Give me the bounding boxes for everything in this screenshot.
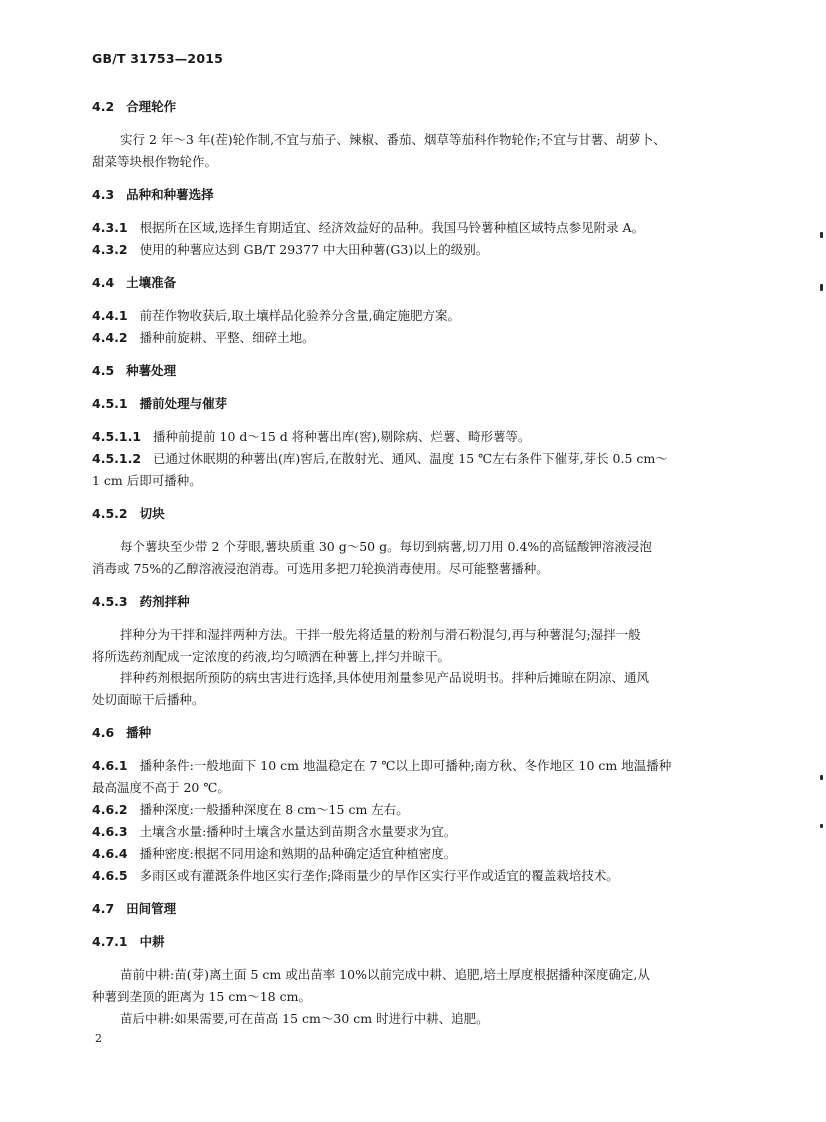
clause-text: 土壤含水量:播种时土壤含水量达到苗期含水量要求为宜。: [139, 824, 457, 839]
section-number: 4.7.1: [92, 934, 128, 949]
clause-4-4-1: [92, 308, 752, 324]
heading-4-5-3: [92, 594, 752, 610]
scan-artifact: [820, 232, 823, 238]
clause-4-6-4: [92, 846, 752, 862]
paragraph-line: 消毒或 75%的乙醇溶液浸泡消毒。可选用多把刀轮换消毒使用。尽可能整薯播种。: [92, 561, 549, 576]
paragraph-line: 苗前中耕:苗(芽)离土面 5 cm 或出苗率 10%以前完成中耕、追肥,培土厚度根据播种深度确定,从: [120, 967, 650, 982]
paragraph-line: 每个薯块至少带 2 个芽眼,薯块质重 30 g～50 g。每切到病薯,切刀用 0.4%的高锰酸钾溶液浸泡: [120, 539, 652, 554]
clause-4-4-2: [92, 330, 752, 346]
section-number: 4.6: [92, 725, 115, 740]
section-number: 4.5.2: [92, 506, 128, 521]
clause-number: 4.5.1.2: [92, 451, 142, 466]
clause-number: 4.3.1: [92, 220, 128, 235]
clause-number: 4.3.2: [92, 242, 128, 257]
section-number: 4.4: [92, 275, 115, 290]
paragraph-line: 将所选药剂配成一定浓度的药液,均匀喷洒在种薯上,拌匀并晾干。: [92, 649, 450, 664]
paragraph-line: 拌种药剂根据所预防的病虫害进行选择,具体使用剂量参见产品说明书。拌种后摊晾在阴凉、通风: [120, 670, 649, 685]
heading-4-4: [92, 275, 752, 291]
paragraph-line: 1 cm 后即可播种。: [92, 473, 202, 488]
clause-number: 4.5.1.1: [92, 429, 142, 444]
paragraph-line: 甜菜等块根作物轮作。: [92, 154, 218, 169]
heading-4-6: [92, 725, 752, 741]
heading-4-7: [92, 901, 752, 917]
section-number: 4.2: [92, 99, 115, 114]
paragraph-line: 种薯到垄顶的距离为 15 cm～18 cm。: [92, 989, 311, 1004]
heading-4-2: [92, 99, 752, 115]
heading-4-5: [92, 363, 752, 379]
heading-4-5-2: [92, 506, 752, 522]
clause-4-6-1: [92, 758, 752, 774]
clause-text: 根据所在区域,选择生育期适宜、经济效益好的品种。我国马铃薯种植区域特点参见附录 A。: [139, 220, 645, 235]
clause-number: 4.4.1: [92, 308, 128, 323]
clause-text: 播种前提前 10 d～15 d 将种薯出库(窖),剔除病、烂薯、畸形薯等。: [153, 429, 531, 444]
clause-4-6-3: [92, 824, 752, 840]
clause-4-6-2: [92, 802, 752, 818]
clause-number: 4.4.2: [92, 330, 128, 345]
clause-text: 前茬作物收获后,取土壤样品化验养分含量,确定施肥方案。: [139, 308, 461, 323]
heading-4-3: [92, 187, 752, 203]
paragraph-line: 拌种分为干拌和湿拌两种方法。干拌一般先将适量的粉剂与滑石粉混匀,再与种薯混匀;湿拌一般: [120, 627, 641, 642]
section-title: 药剂拌种: [139, 594, 190, 609]
standard-code: GB/T 31753—2015: [92, 51, 224, 66]
clause-4-6-5: [92, 868, 752, 884]
paragraph-line: 处切面晾干后播种。: [92, 692, 205, 707]
section-title: 品种和种薯选择: [126, 187, 214, 202]
section-title: 种薯处理: [126, 363, 177, 378]
scan-artifact: [820, 284, 823, 291]
clause-text: 播种深度:一般播种深度在 8 cm～15 cm 左右。: [139, 802, 409, 817]
page-number: 2: [95, 1032, 102, 1045]
scan-artifact: [820, 824, 823, 828]
heading-4-5-1: [92, 396, 752, 412]
paragraph-line: 实行 2 年～3 年(茬)轮作制,不宜与茄子、辣椒、番茄、烟草等茄科作物轮作;不宜与甘薯、胡萝卜、: [120, 132, 666, 147]
clause-text: 使用的种薯应达到 GB/T 29377 中大田种薯(G3)以上的级别。: [139, 242, 489, 257]
paragraph-line: 苗后中耕:如果需要,可在苗高 15 cm～30 cm 时进行中耕、追肥。: [120, 1011, 489, 1026]
section-number: 4.5: [92, 363, 115, 378]
section-number: 4.7: [92, 901, 115, 916]
scan-artifact: [820, 775, 823, 780]
section-title: 播前处理与催芽: [139, 396, 228, 411]
section-number: 4.5.3: [92, 594, 128, 609]
section-title: 土壤准备: [126, 275, 177, 290]
clause-4-3-1: [92, 220, 752, 236]
clause-4-5-1-1: [92, 429, 752, 445]
section-title: 田间管理: [126, 901, 177, 916]
section-title: 播种: [126, 725, 152, 740]
clause-4-5-1-2: [92, 451, 752, 467]
clause-number: 4.6.5: [92, 868, 128, 883]
clause-number: 4.6.1: [92, 758, 128, 773]
section-title: 切块: [139, 506, 165, 521]
section-title: 中耕: [139, 934, 165, 949]
section-number: 4.5.1: [92, 396, 128, 411]
clause-text: 已通过休眠期的种薯出(库)窖后,在散射光、通风、温度 15 ℃左右条件下催芽,芽长 0.5 cm～: [153, 451, 668, 466]
clause-text: 多雨区或有灌溉条件地区实行垄作;降雨量少的旱作区实行平作或适宜的覆盖栽培技术。: [139, 868, 619, 883]
clause-number: 4.6.3: [92, 824, 128, 839]
clause-text: 播种前旋耕、平整、细碎土地。: [139, 330, 315, 345]
clause-text: 播种条件:一般地面下 10 cm 地温稳定在 7 ℃以上即可播种;南方秋、冬作地区 10 cm 地温播种: [139, 758, 672, 773]
clause-text: 播种密度:根据不同用途和熟期的品种确定适宜种植密度。: [139, 846, 457, 861]
paragraph-line: 最高温度不高于 20 ℃。: [92, 780, 230, 795]
heading-4-7-1: [92, 934, 752, 950]
section-title: 合理轮作: [126, 99, 177, 114]
clause-number: 4.6.4: [92, 846, 128, 861]
clause-number: 4.6.2: [92, 802, 128, 817]
clause-4-3-2: [92, 242, 752, 258]
section-number: 4.3: [92, 187, 115, 202]
